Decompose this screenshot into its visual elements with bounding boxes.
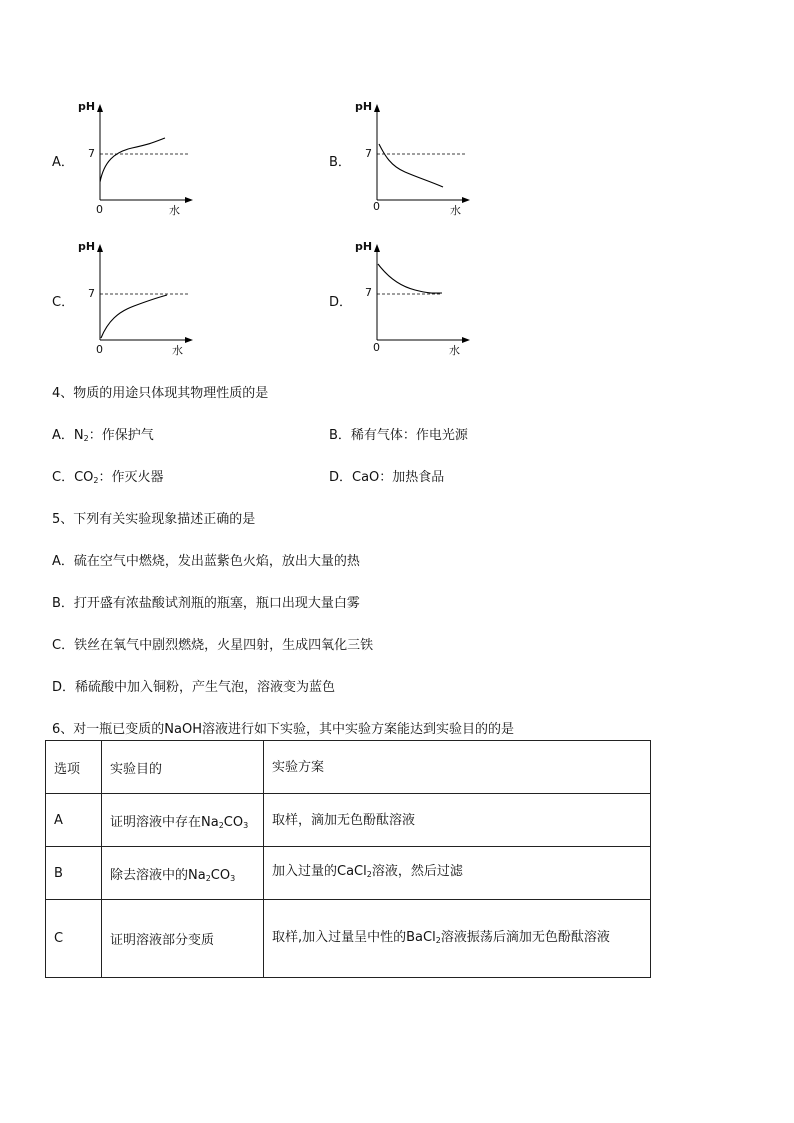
graph-d-y-arrow bbox=[374, 244, 380, 252]
row-b-plan bbox=[264, 847, 651, 900]
q4-option-b: B．稀有气体：作电光源 bbox=[329, 428, 468, 443]
row-c-option: C bbox=[46, 900, 102, 978]
graph-c-plot bbox=[52, 236, 202, 356]
graph-b-y-arrow bbox=[374, 104, 380, 112]
row-b-plan-pre: 加入过量的CaCl bbox=[272, 864, 367, 879]
header-plan: 实验方案 bbox=[264, 741, 651, 794]
graph-a-letter: A． bbox=[52, 155, 74, 170]
header-option: 选项 bbox=[46, 741, 102, 794]
q4-a-post: ：作保护气 bbox=[88, 428, 154, 443]
graph-c-letter: C． bbox=[52, 295, 75, 310]
row-b-goal-pre: 除去溶液中的Na bbox=[110, 867, 206, 883]
graph-a bbox=[52, 96, 292, 236]
row-b-plan-sub: 2 bbox=[366, 870, 372, 879]
graph-a-tick: 7 bbox=[88, 147, 95, 160]
graph-d-ylabel: pH bbox=[355, 240, 373, 253]
graph-b-tick: 7 bbox=[365, 147, 372, 160]
graph-c-tick: 7 bbox=[88, 287, 95, 300]
row-a-goal bbox=[102, 794, 264, 847]
graph-c bbox=[52, 236, 292, 376]
graph-b bbox=[329, 96, 569, 236]
graph-d-x-arrow bbox=[462, 337, 470, 343]
row-b-option: B bbox=[46, 847, 102, 900]
row-b-goal-mid: CO bbox=[210, 867, 231, 883]
graph-a-ylabel: pH bbox=[78, 100, 96, 113]
row-a-goal-sub1: 2 bbox=[218, 820, 224, 830]
q4-a-sub: 2 bbox=[83, 434, 89, 443]
q4-c-post: ：作灭火器 bbox=[98, 470, 164, 485]
row-a-option: A bbox=[46, 794, 102, 847]
graph-c-ylabel: pH bbox=[78, 240, 96, 253]
q4-a-pre: A．N bbox=[52, 428, 84, 443]
graph-d-origin: 0 bbox=[373, 341, 380, 354]
graph-d-xlabel: 水 bbox=[449, 344, 460, 357]
row-a-plan bbox=[264, 794, 651, 847]
graph-a-xlabel: 水 bbox=[169, 204, 180, 217]
graph-a-origin: 0 bbox=[96, 203, 103, 216]
row-c-plan-sub: 2 bbox=[435, 935, 441, 945]
graph-a-curve bbox=[100, 138, 165, 182]
q5-option-b: B．打开盛有浓盐酸试剂瓶的瓶塞，瓶口出现大量白雾 bbox=[52, 596, 360, 611]
q4-option-a bbox=[52, 424, 154, 443]
graph-a-x-arrow bbox=[185, 197, 193, 203]
q5-option-c: C．铁丝在氧气中剧烈燃烧，火星四射，生成四氧化三铁 bbox=[52, 638, 374, 653]
q6-table bbox=[45, 740, 651, 978]
row-c-plan bbox=[264, 900, 651, 978]
graph-b-xlabel: 水 bbox=[450, 204, 461, 217]
graph-b-letter: B． bbox=[329, 155, 351, 170]
graph-b-origin: 0 bbox=[373, 200, 380, 213]
q4-option-c bbox=[52, 466, 164, 485]
graph-c-curve bbox=[101, 295, 167, 338]
row-b-goal-sub1: 2 bbox=[205, 873, 211, 883]
graph-b-curve bbox=[379, 144, 443, 187]
graph-b-plot bbox=[329, 96, 479, 216]
graph-b-x-arrow bbox=[462, 197, 470, 203]
graph-b-ylabel: pH bbox=[355, 100, 373, 113]
q4-option-d: D．CaO：加热食品 bbox=[329, 470, 445, 485]
graph-c-origin: 0 bbox=[96, 343, 103, 356]
graph-c-y-arrow bbox=[97, 244, 103, 252]
graph-d-tick: 7 bbox=[365, 286, 372, 299]
row-c-plan-post: 溶液振荡后滴加无色酚酞溶液 bbox=[440, 929, 610, 945]
header-goal: 实验目的 bbox=[102, 741, 264, 794]
row-c-goal bbox=[102, 900, 264, 978]
graph-d bbox=[329, 236, 569, 376]
graph-d-curve bbox=[378, 264, 442, 293]
q4-stem: 4、物质的用途只体现其物理性质的是 bbox=[52, 386, 269, 401]
graph-d-letter: D． bbox=[329, 295, 353, 310]
graph-a-y-arrow bbox=[97, 104, 103, 112]
row-b-plan-post: 溶液，然后过滤 bbox=[371, 864, 463, 879]
table-header-row bbox=[46, 741, 651, 794]
row-a-goal-pre: 证明溶液中存在Na bbox=[110, 814, 219, 830]
q4-c-pre: C．CO bbox=[52, 470, 94, 485]
graph-c-xlabel: 水 bbox=[172, 344, 183, 357]
row-a-goal-sub2: 3 bbox=[243, 820, 249, 830]
row-c-goal-pre: 证明溶液部分变质 bbox=[110, 933, 215, 948]
q5-option-d: D．稀硫酸中加入铜粉，产生气泡，溶液变为蓝色 bbox=[52, 680, 336, 695]
graph-d-plot bbox=[329, 236, 479, 356]
graph-c-x-arrow bbox=[185, 337, 193, 343]
q5-option-a: A．硫在空气中燃烧，发出蓝紫色火焰，放出大量的热 bbox=[52, 554, 360, 569]
table-row bbox=[46, 900, 651, 978]
row-b-goal bbox=[102, 847, 264, 900]
row-b-goal-sub2: 3 bbox=[230, 873, 236, 883]
q4-c-sub: 2 bbox=[93, 476, 99, 485]
row-c-plan-pre: 取样,加入过量呈中性的BaCl bbox=[272, 929, 436, 945]
row-a-plan-pre: 取样，滴加无色酚酞溶液 bbox=[272, 812, 416, 828]
graph-a-plot bbox=[52, 96, 202, 216]
row-a-goal-mid: CO bbox=[223, 814, 244, 830]
table-row bbox=[46, 847, 651, 900]
table-row bbox=[46, 794, 651, 847]
q6-stem: 6、对一瓶已变质的NaOH溶液进行如下实验，其中实验方案能达到实验目的的是 bbox=[52, 722, 514, 737]
q5-stem: 5、下列有关实验现象描述正确的是 bbox=[52, 512, 256, 527]
